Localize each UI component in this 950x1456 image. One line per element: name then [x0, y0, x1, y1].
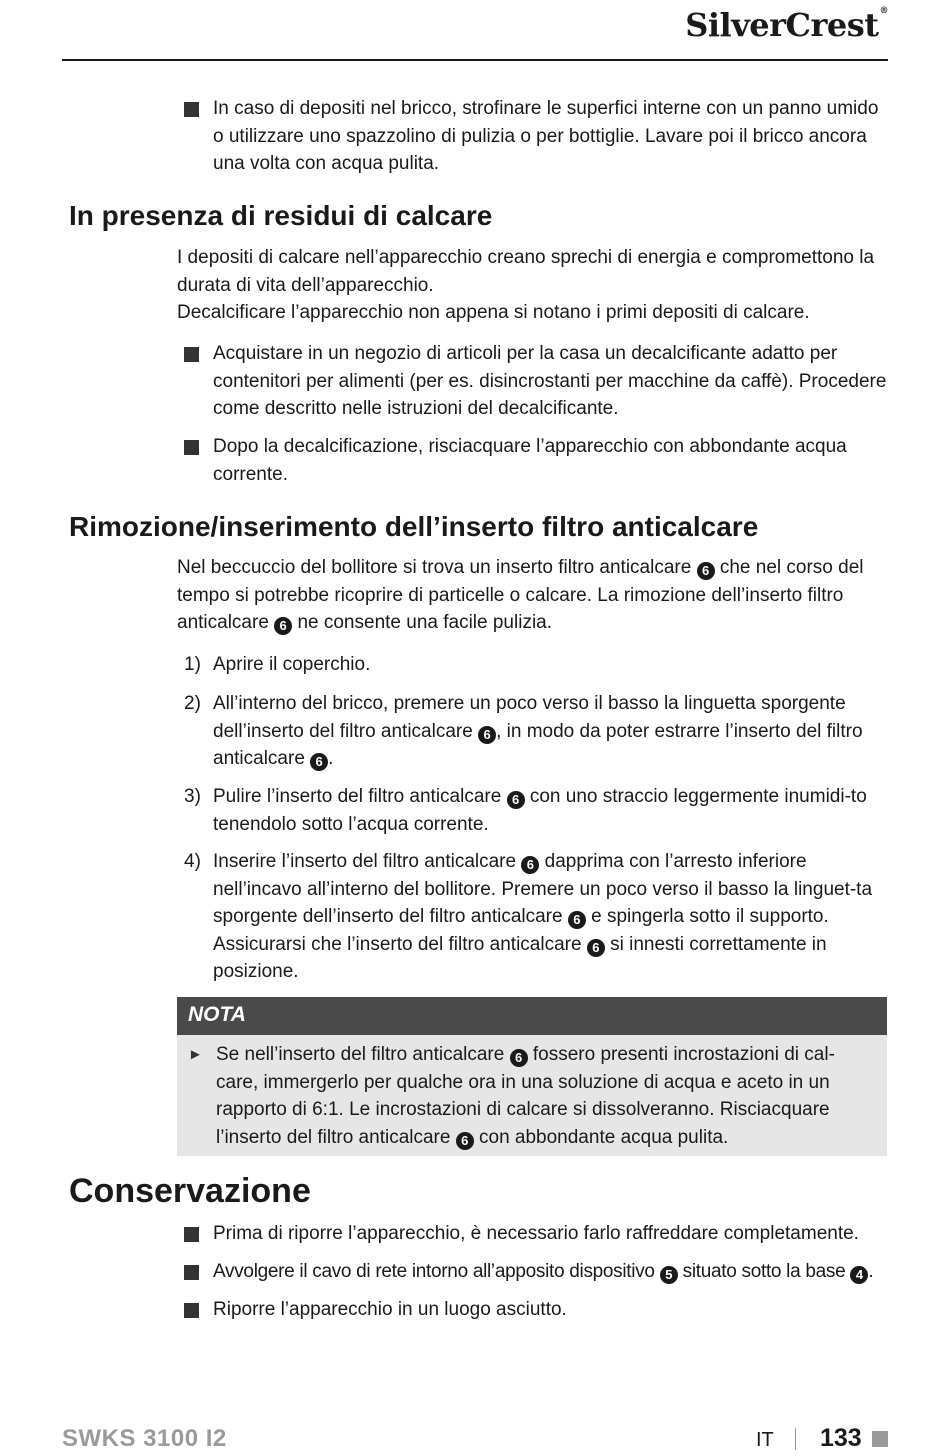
part-6-badge: 6: [310, 753, 328, 771]
section-title-filtro: Rimozione/inserimento dell’inserto filtro anticalcare: [69, 511, 759, 542]
footer-language: IT: [756, 1429, 774, 1451]
part-6-badge: 6: [507, 791, 525, 809]
arrow-right-icon: ►: [188, 1046, 203, 1063]
step-number: 3): [184, 786, 201, 807]
part-6-badge: 6: [587, 939, 605, 957]
section-title-calcare: In presenza di residui di calcare: [69, 200, 493, 231]
conservazione-bullet-2: Avvolgere il cavo di rete intorno all’apposito dispositivo 5 situato sotto la base 4 .: [213, 1261, 874, 1282]
filtro-intro: Nel beccuccio del bollitore si trova un inserto filtro anticalcare 6 che nel corso del tempo si potrebbe ricoprire di particelle o calcare. La rimozione dell’inserto filtro anticalcare 6 ne consente una facile pulizia.: [177, 557, 864, 633]
part-6-badge: 6: [274, 617, 292, 635]
step-4-text: Inserire l’inserto del filtro anticalcare 6 dapprima con l’arresto inferiore nell’incavo all’interno del bollitore. Premere un poco verso il basso la linguet-ta sporgente dell’inserto del filtro anticalcare 6 e spingerla sotto il supporto. Assicurarsi che l’inserto del filtro anticalcare 6 si innesti correttamente in posizione.: [213, 851, 873, 982]
step-number: 4): [184, 851, 201, 872]
header-rule: [62, 59, 888, 61]
calcare-paragraph-1: I depositi di calcare nell’apparecchio creano sprechi di energia e compromettono la durata di vita dell’apparecchio.: [177, 247, 875, 296]
footer-square-marker: [872, 1431, 888, 1447]
intro-bullet-text: In caso di depositi nel bricco, strofinare le superfici interne con un panno umido o utilizzare uno spazzolino di pulizia o per bottiglie. Lavare poi il bricco ancora una volta con acqua pulita.: [213, 98, 879, 174]
section-title-conservazione: Conservazione: [69, 1172, 311, 1210]
calcare-bullet-2: Dopo la decalcificazione, risciacquare l’apparecchio con abbondante acqua corrente.: [213, 436, 847, 485]
note-text: Se nell’inserto del filtro anticalcare 6 fossero presenti incrostazioni di cal-care, immergerlo per qualche ora in una soluzione di acqua e aceto in un rapporto di 6:1. Le incrostazioni di calcare si dissolveranno. Risciacquare l’inserto del filtro anticalcare 6 con abbondante acqua pulita.: [216, 1044, 835, 1148]
part-6-badge: 6: [697, 562, 715, 580]
bullet-marker: [184, 1265, 199, 1280]
part-6-badge: 6: [456, 1132, 474, 1150]
bullet-marker: [184, 440, 199, 455]
conservazione-bullet-1: Prima di riporre l’apparecchio, è necessario farlo raffreddare completamente.: [213, 1223, 859, 1244]
note-label: NOTA: [188, 1003, 246, 1026]
note-header: [177, 997, 887, 1035]
bullet-marker: [184, 1227, 199, 1242]
conservazione-bullet-3: Riporre l’apparecchio in un luogo asciutto.: [213, 1299, 567, 1320]
step-2-text: All’interno del bricco, premere un poco verso il basso la linguetta sporgente dell’inserto del filtro anticalcare 6 , in modo da poter estrarre l’inserto del filtro anticalcare 6 .: [213, 693, 863, 769]
part-5-badge: 5: [660, 1266, 678, 1284]
step-number: 1): [184, 654, 201, 675]
part-6-badge: 6: [568, 911, 586, 929]
brand-logo: SilverCrest®: [685, 6, 888, 44]
bullet-marker: [184, 347, 199, 362]
part-6-badge: 6: [510, 1049, 528, 1067]
part-6-badge: 6: [478, 726, 496, 744]
bullet-marker: [184, 1303, 199, 1318]
step-3-text: Pulire l’inserto del filtro anticalcare 6 con uno straccio leggermente inumidi-to tenendolo sotto l’acqua corrente.: [213, 786, 867, 835]
footer-model: SWKS 3100 I2: [62, 1425, 227, 1452]
page-number: 133: [820, 1424, 862, 1452]
calcare-bullet-1: Acquistare in un negozio di articoli per la casa un decalcificante adatto per contenitori per alimenti (per es. disincrostanti per macchine da caffè). Procedere come descritto nelle istruzioni del decalcificante.: [213, 343, 887, 419]
calcare-paragraph-2: Decalcificare l’apparecchio non appena si notano i primi depositi di calcare.: [177, 302, 810, 323]
part-4-badge: 4: [850, 1266, 868, 1284]
step-number: 2): [184, 693, 201, 714]
bullet-marker: [184, 102, 199, 117]
part-6-badge: 6: [521, 856, 539, 874]
footer-divider: [795, 1428, 796, 1450]
step-1-text: Aprire il coperchio.: [213, 654, 371, 675]
